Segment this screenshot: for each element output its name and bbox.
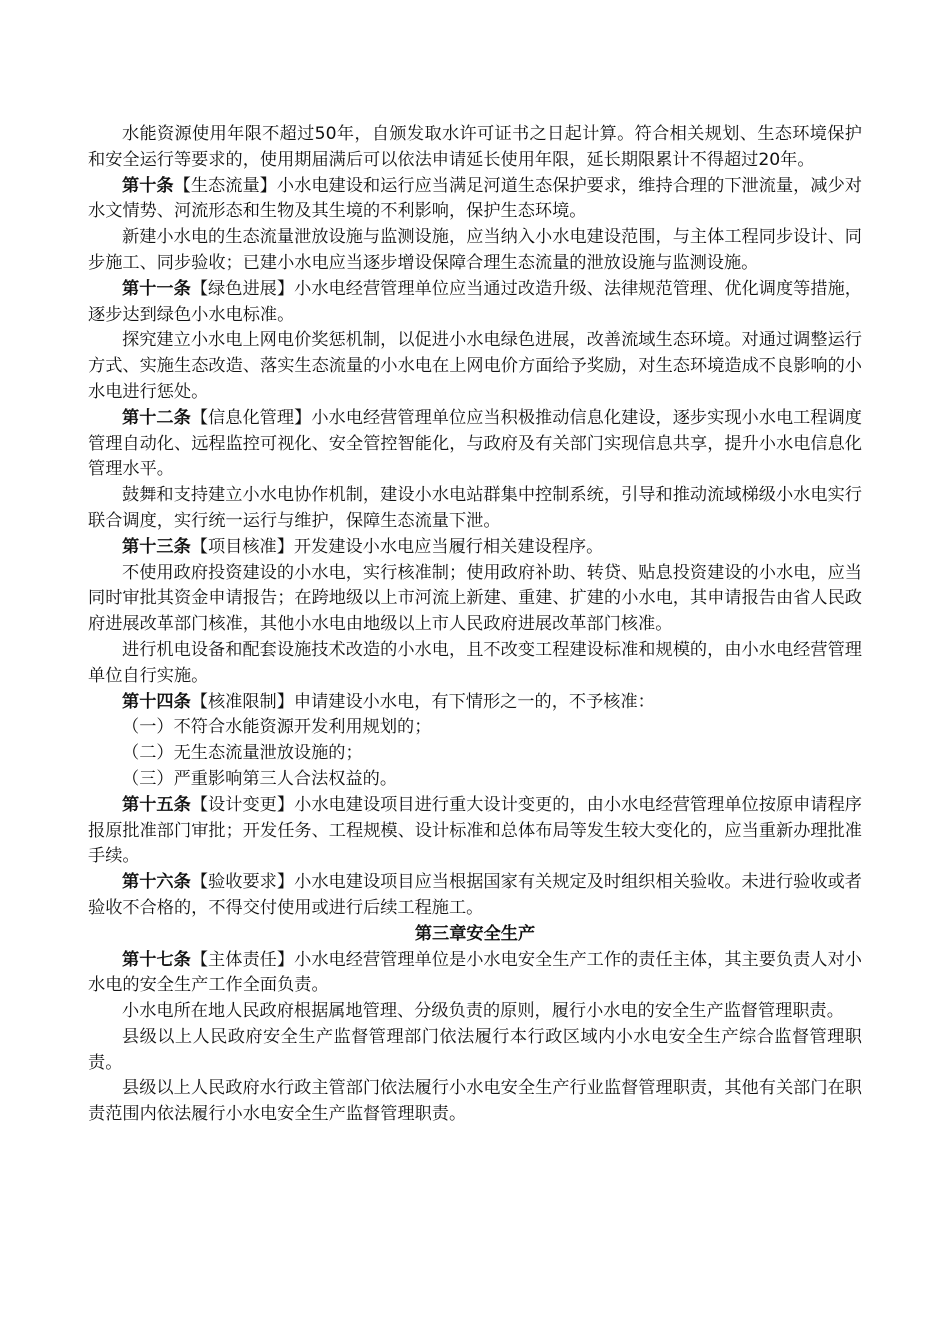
paragraph: 县级以上人民政府安全生产监督管理部门依法履行本行政区域内小水电安全生产综合监督管理职责。 — [88, 1026, 862, 1073]
article-tag: 【验收要求】 — [190, 872, 295, 893]
article-paragraph — [88, 690, 862, 716]
article-number: 第十七条 — [122, 949, 191, 970]
article-paragraph — [88, 870, 862, 922]
paragraph: 县级以上人民政府水行政主管部门依法履行小水电安全生产行业监督管理职责，其他有关部门在职责范围内依法履行小水电安全生产监督管理职责。 — [88, 1078, 862, 1125]
article-paragraph — [88, 948, 862, 1000]
article-text: 小水电经营管理单位应当积极推动信息化建设，逐步实现小水电工程调度管理自动化、远程监控可视化、安全管控智能化，与政府及有关部门实现信息共享，提升小水电信息化管理水平。 — [88, 407, 862, 480]
list-item: （一）不符合水能资源开发利用规划的； — [122, 717, 432, 738]
article-tag: 【信息化管理】 — [190, 407, 312, 428]
article-number: 第十条 — [122, 175, 174, 196]
article-paragraph — [88, 174, 862, 226]
article-tag: 【生态流量】 — [173, 175, 277, 196]
list-item: （二）无生态流量泄放设施的； — [122, 743, 363, 764]
article-text: 小水电建设项目应当根据国家有关规定及时组织相关验收。未进行验收或者验收不合格的，不得交付使用或进行后续工程施工。 — [88, 872, 862, 918]
article-text: 小水电建设项目进行重大设计变更的，由小水电经营管理单位按原申请程序报原批准部门审批；开发任务、工程规模、设计标准和总体布局等发生较大变化的，应当重新办理批准手续。 — [88, 794, 862, 867]
article-paragraph — [88, 277, 862, 329]
article-text: 申请建设小水电，有下情形之一的，不予核准： — [293, 691, 655, 712]
paragraph: 进行机电设备和配套设施技术改造的小水电，且不改变工程建设标准和规模的，由小水电经营管理单位自行实施。 — [88, 639, 862, 686]
article-number: 第十二条 — [122, 407, 191, 428]
paragraph: 水能资源使用年限不超过50年，自颁发取水许可证书之日起计算。符合相关规划、生态环境保护和安全运行等要求的，使用期届满后可以依法申请延长使用年限，延长期限累计不得超过20年。 — [88, 124, 862, 170]
article-number: 第十六条 — [122, 872, 191, 893]
paragraph: 小水电所在地人民政府根据属地管理、分级负责的原则，履行小水电的安全生产监督管理职责。 — [122, 1001, 844, 1022]
article-tag: 【设计变更】 — [190, 794, 295, 815]
article-text: 小水电经营管理单位是小水电安全生产工作的责任主体，其主要负责人对小水电的安全生产工作全面负责。 — [88, 949, 862, 996]
article-number: 第十四条 — [122, 691, 191, 712]
chapter-heading: 第三章安全生产 — [414, 923, 536, 944]
article-tag: 【主体责任】 — [190, 949, 295, 970]
article-tag: 【核准限制】 — [190, 691, 294, 712]
article-paragraph — [88, 793, 862, 870]
document-page — [88, 122, 862, 1128]
article-paragraph — [88, 406, 862, 483]
paragraph: 探究建立小水电上网电价奖惩机制，以促进小水电绿色进展，改善流域生态环境。对通过调整运行方式、实施生态改造、落实生态流量的小水电在上网电价方面给予奖励，对生态环境造成不良影响的小水电进行惩处。 — [88, 330, 862, 402]
paragraph: 新建小水电的生态流量泄放设施与监测设施，应当纳入小水电建设范围，与主体工程同步设计、同步施工、同步验收；已建小水电应当逐步增设保障合理生态流量的泄放设施与监测设施。 — [88, 227, 862, 273]
article-text: 开发建设小水电应当履行相关建设程序。 — [293, 536, 604, 557]
article-tag: 【项目核准】 — [190, 536, 294, 557]
paragraph: 鼓舞和支持建立小水电协作机制，建设小水电站群集中控制系统，引导和推动流域梯级小水电实行联合调度，实行统一运行与维护，保障生态流量下泄。 — [88, 485, 862, 531]
article-number: 第十一条 — [122, 278, 191, 299]
article-number: 第十三条 — [122, 536, 191, 557]
article-tag: 【绿色进展】 — [190, 278, 295, 299]
article-text: 小水电经营管理单位应当通过改造升级、法律规范管理、优化调度等措施，逐步达到绿色小水电标准。 — [88, 278, 862, 325]
paragraph: 不使用政府投资建设的小水电，实行核准制；使用政府补助、转贷、贴息投资建设的小水电，应当同时审批其资金申请报告；在跨地级以上市河流上新建、重建、扩建的小水电，其申请报告由省人民政府进展改革部门核准，其他小水电由地级以上市人民政府进展改革部门核准。 — [88, 562, 862, 635]
article-paragraph — [88, 535, 862, 561]
list-item: （三）严重影响第三人合法权益的。 — [122, 768, 398, 789]
article-number: 第十五条 — [122, 794, 191, 815]
article-text: 小水电建设和运行应当满足河道生态保护要求，维持合理的下泄流量，减少对水文情势、河流形态和生物及其生境的不利影响，保护生态环境。 — [88, 175, 862, 222]
